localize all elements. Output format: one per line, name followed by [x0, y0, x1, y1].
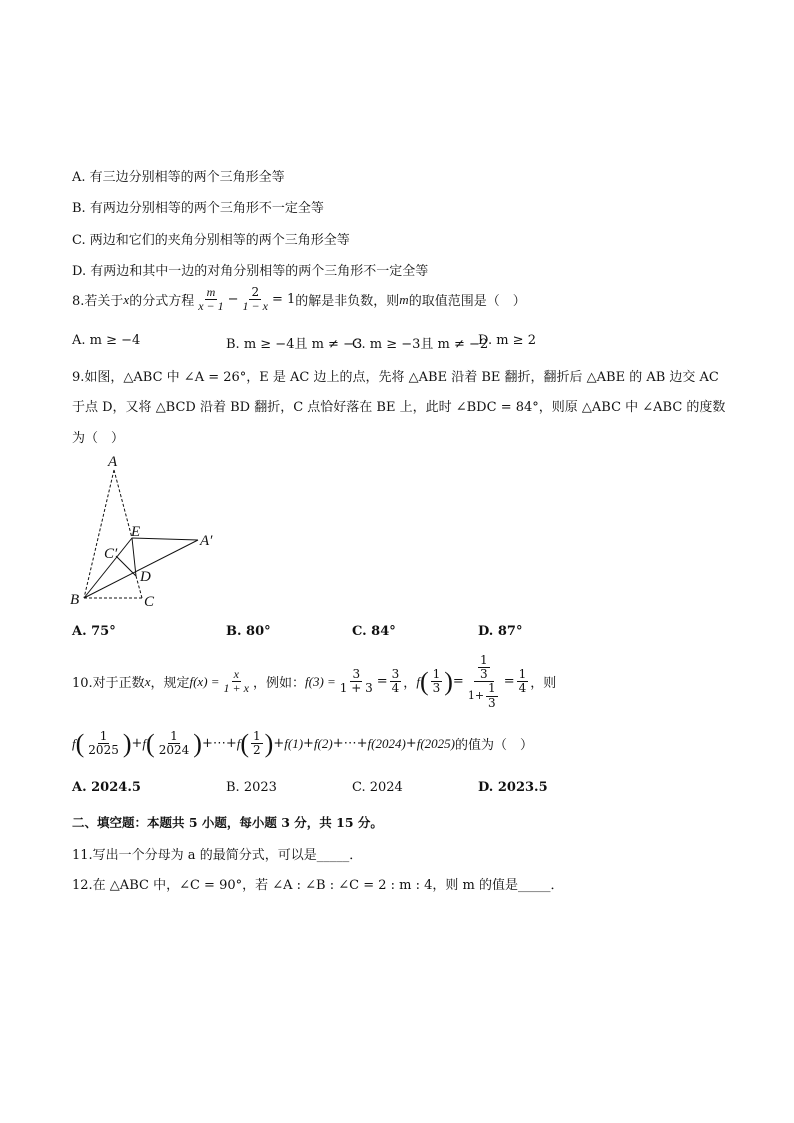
q10-sum-frac-2024 [157, 730, 192, 757]
q11: 11.写出一个分母为 a 的最简分式，可以是_____． [72, 848, 363, 863]
q8-m: m [399, 291, 409, 307]
q10-complex-num [474, 654, 494, 682]
q8-frac2-num: 2 [251, 285, 260, 299]
q8-option-b: B. m ≥ −4且 m ≠ −3 [226, 337, 363, 352]
q10-inner-top-den: 3 [479, 667, 488, 682]
q10-x: x [144, 673, 151, 689]
q10-intro: 10.对于正数 [72, 676, 145, 692]
q8-var: x [123, 291, 130, 307]
q10-f3-res-den: 4 [391, 681, 400, 696]
q10-sum-f-2: f(2) [313, 735, 333, 751]
q9-option-c: C. 84° [352, 624, 396, 639]
q9-label-a-prime: A′ [200, 533, 213, 549]
q10-fx-num: x [233, 667, 239, 682]
q10-sum-dots2: +⋯+ [332, 736, 368, 752]
q10-sum-f-2025: f(2025) [416, 735, 455, 751]
q10-f3-res [390, 668, 402, 695]
q10-sum-tail: 的值为（ ） [454, 738, 533, 754]
q9-label-b: B [70, 592, 80, 608]
q10-f3-res-num: 3 [391, 667, 400, 682]
q8-eq: = 1 [271, 292, 296, 308]
q10-f3-den: 1 + 3 [339, 681, 373, 696]
q7-option-a: A. 有三边分别相等的两个三角形全等 [72, 170, 285, 185]
q8-option-a: A. m ≥ −4 [72, 333, 141, 348]
q10-complex-den [466, 682, 502, 709]
q10-sum-pc1: ) [122, 728, 132, 758]
q9-label-c: C [144, 594, 155, 610]
q9-label-e: E [131, 524, 141, 540]
q10-sum-frac-2025 [86, 730, 121, 757]
q10-quarter-den: 4 [518, 681, 527, 696]
q10-then: ，则 [530, 676, 557, 692]
q10-sum-half-den: 2 [253, 743, 261, 758]
q7-option-b: B. 有两边分别相等的两个三角形不一定全等 [72, 201, 324, 216]
q9-label-a: A [108, 454, 118, 470]
q10-f3-frac [338, 668, 375, 695]
q10-comma: ， [403, 676, 417, 692]
q10-paren-close: ) [444, 666, 453, 696]
q10-third [431, 668, 443, 695]
q8-mid: 的分式方程 [129, 294, 195, 310]
q10-sum-2024-num: 1 [170, 729, 178, 743]
q9-label-c-prime: C′ [104, 546, 118, 562]
q8-stem [72, 286, 526, 313]
q8-option-d: D. m ≥ 2 [478, 333, 536, 348]
q10-sum-f-1: f(1) [284, 735, 304, 751]
q10-sum-plus4: + [405, 736, 417, 752]
q10-sum-2025-den: 2025 [88, 743, 119, 758]
q10-sum-frac-half [251, 730, 263, 757]
q10-f3-eq: = [376, 674, 388, 690]
q9-figure [60, 448, 240, 618]
q10-inner-top-num: 1 [479, 653, 488, 667]
q8-option-c: C. m ≥ −3且 m ≠ −2 [352, 337, 489, 352]
q10-option-b: B. 2023 [226, 780, 277, 795]
q8-prefix: 8.若关于 [72, 294, 124, 310]
q10-rule: ，规定 [150, 676, 190, 692]
q10-complex-frac [466, 654, 502, 710]
q9-dashed-ae [114, 470, 132, 538]
q10-quarter-num: 1 [518, 667, 527, 682]
q9-label-d: D [140, 569, 151, 585]
q10-eq: = [452, 674, 464, 690]
q10-fx-den: 1 + x [223, 681, 249, 696]
q10-inner-bottom-den: 3 [488, 695, 496, 710]
q8-tail: 的取值范围是（ ） [408, 294, 526, 310]
q10-paren-open: ( [419, 666, 429, 696]
q10-fx-frac [222, 668, 251, 695]
q9-line-ea2 [132, 538, 198, 540]
q10-sum-2024-den: 2024 [158, 743, 190, 758]
q9-option-b: B. 80° [226, 624, 271, 639]
q9-option-a: A. 75° [72, 624, 116, 639]
q8-frac1-den: x − 1 [198, 299, 224, 314]
q10-sum-f-2024: f(2024) [367, 735, 406, 751]
q10-option-d: D. 2023.5 [478, 780, 548, 795]
q10-sum-pc3: ) [264, 728, 274, 758]
q9-line2: 于点 D，又将 △BCD 沿着 BD 翻折，C 点恰好落在 BE 上，此时 ∠BDC = 84°，则原 △ABC 中 ∠ABC 的度数 [72, 400, 726, 415]
q9-line3: 为（ ） [72, 431, 125, 446]
q10-sum-f3: f [236, 735, 241, 751]
q10-inner-top [478, 654, 490, 681]
q10-quarter [517, 668, 529, 695]
q10-sum-po3: ( [240, 728, 250, 758]
q7-option-d: D. 有两边和其中一边的对角分别相等的两个三角形不一定全等 [72, 264, 429, 279]
q8-minus: − [227, 292, 239, 308]
q10-inner-bottom [486, 682, 498, 709]
q10-third-num: 1 [432, 667, 441, 682]
q10-sum-plus1: + [131, 736, 143, 752]
q10-one-plus: 1+ [467, 689, 485, 703]
q10-sum-f1: f [72, 735, 76, 751]
q10-f13: f [416, 673, 420, 689]
q12: 12.在 △ABC 中，∠C = 90°，若 ∠A : ∠B : ∠C = 2 : m : 4，则 m 的值是_____． [72, 878, 564, 893]
q10-inner-bottom-num: 1 [488, 681, 496, 696]
q10-sum-po1: ( [75, 728, 85, 758]
q10-stem [72, 654, 556, 710]
q10-sum-plus3: + [303, 736, 314, 752]
q10-f3: f(3) = [305, 673, 336, 689]
q10-sum-2025-num: 1 [99, 729, 108, 743]
q10-sum [72, 730, 533, 757]
q10-third-den: 3 [432, 681, 441, 696]
q10-f3-num: 3 [352, 667, 361, 682]
q10-eq2: = [503, 674, 515, 690]
q10-sum-plus2: + [273, 736, 285, 752]
section-2-header: 二、填空题：本题共 5 小题，每小题 3 分，共 15 分。 [72, 815, 383, 830]
q8-frac1 [196, 286, 225, 313]
q8-suffix: 的解是非负数，则 [295, 294, 400, 310]
q9-option-d: D. 87° [478, 624, 523, 639]
q10-option-c: C. 2024 [352, 780, 403, 795]
q10-option-a: A. 2024.5 [72, 780, 141, 795]
q10-sum-half-num: 1 [253, 729, 261, 743]
q9-line-ed [132, 538, 136, 576]
q8-frac1-num: m [206, 285, 216, 299]
q10-sum-f2: f [142, 735, 147, 751]
q8-frac2 [241, 286, 270, 313]
q9-line-c2d [116, 556, 136, 576]
q9-line1: 9.如图，△ABC 中 ∠A = 26°，E 是 AC 边上的点，先将 △ABE 沿着 BE 翻折，翻折后 △ABE 的 AB 边交 AC [72, 370, 719, 385]
q10-sum-pc2: ) [193, 728, 202, 758]
q10-sum-po2: ( [146, 728, 155, 758]
q8-frac2-den: 1 − x [242, 299, 268, 314]
q10-example: ，例如： [252, 676, 305, 692]
q10-sum-dots1: +⋯+ [201, 736, 237, 752]
q10-fx: f(x) = [189, 673, 220, 689]
q7-option-c: C. 两边和它们的夹角分别相等的两个三角形全等 [72, 233, 350, 248]
